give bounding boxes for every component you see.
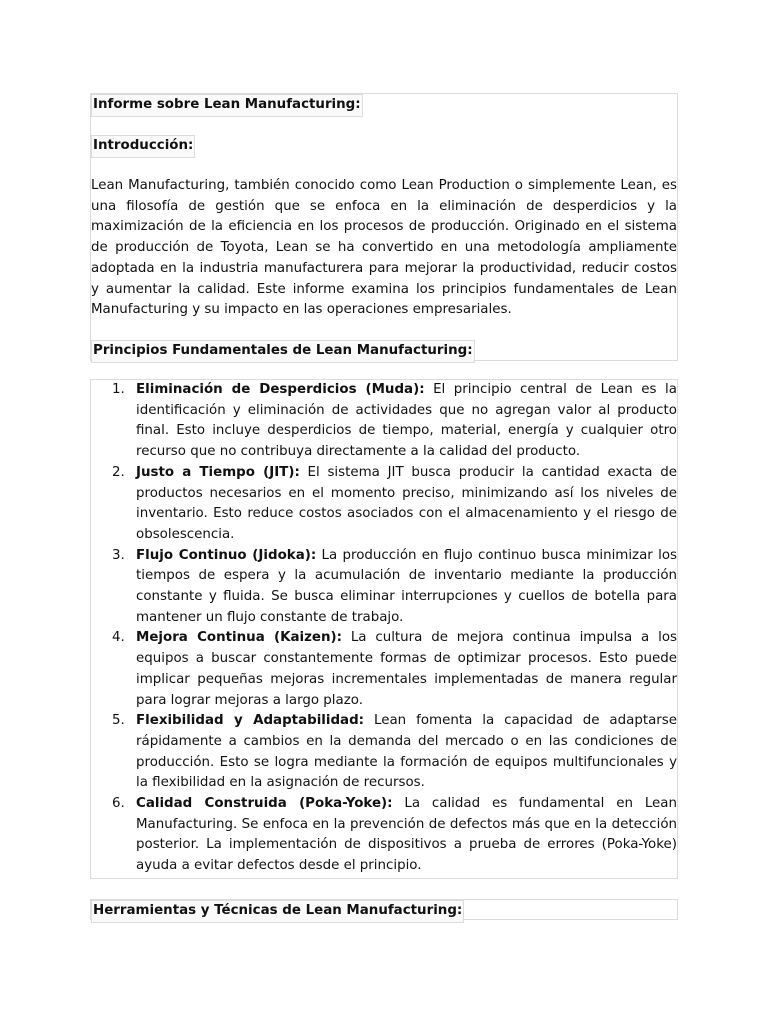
principles-list-section: [90, 379, 678, 879]
item-number: 6.: [112, 796, 125, 812]
list-item: [91, 794, 677, 877]
list-item: [91, 463, 677, 546]
item-number: 4.: [112, 630, 125, 646]
item-term: Justo a Tiempo (JIT):: [136, 464, 300, 480]
item-term: Calidad Construida (Poka-Yoke):: [136, 796, 393, 812]
item-term: Flexibilidad y Adaptabilidad:: [136, 713, 365, 729]
intro-paragraph: Lean Manufacturing, también conocido como Lean Production o simplemente Lean, es una filosofía de gestión que se enfoca en la eliminación de desperdicios y la maximización de la eficiencia en los procesos de producción. Originado en el sistema de producción de Toyota, Lean se ha convertido en una metodología ampliamente adoptada en la industria manufacturera para mejorar la productividad, reducir costos y aumentar la calidad. Este informe examina los principios fundamentales de Lean Manufacturing y su impacto en las operaciones empresariales.: [91, 178, 677, 318]
list-item: [91, 380, 677, 463]
principles-heading: Principios Fundamentales de Lean Manufacturing:: [91, 340, 475, 363]
document-title: Informe sobre Lean Manufacturing:: [91, 94, 363, 117]
tools-section: [90, 899, 678, 920]
list-item: [91, 711, 677, 794]
item-text: La cultura de mejora continua impulsa a los equipos a buscar constantemente formas de optimizar procesos. Esto puede implicar pequeñas mejoras incrementales implementadas de manera regular para lograr mejoras a largo plazo.: [136, 630, 677, 708]
list-item: [91, 546, 677, 629]
intro-section: [90, 93, 678, 361]
item-term: Mejora Continua (Kaizen):: [136, 630, 342, 646]
item-term: Flujo Continuo (Jidoka):: [136, 547, 317, 563]
intro-heading: Introducción:: [91, 135, 195, 158]
list-item: [91, 628, 677, 711]
item-number: 3.: [112, 547, 125, 563]
item-term: Eliminación de Desperdicios (Muda):: [136, 382, 425, 397]
item-number: 1.: [112, 382, 125, 397]
item-text: La calidad es fundamental en Lean Manufacturing. Se enfoca en la prevención de defectos más que en la detección posterior. La implementación de dispositivos a prueba de errores (Poka-Yoke) ayuda a evitar defectos desde el principio.: [136, 796, 677, 874]
item-number: 2.: [112, 464, 125, 480]
item-text: El sistema JIT busca producir la cantidad exacta de productos necesarios en el momento preciso, minimizando así los niveles de inventario. Esto reduce costos asociados con el almacenamiento y el riesgo de obsolescencia.: [136, 464, 677, 542]
item-text: El principio central de Lean es la identificación y eliminación de actividades que no agregan valor al producto final. Esto incluye desperdicios de tiempo, material, energía y cualquier otro recurso que no contribuya directamente a la calidad del producto.: [136, 382, 677, 460]
tools-heading: Herramientas y Técnicas de Lean Manufacturing:: [91, 900, 464, 923]
item-text: La producción en flujo continuo busca minimizar los tiempos de espera y la acumulación de inventario mediante la producción constante y fluida. Se busca eliminar interrupciones y cuellos de botella para mantener un flujo constante de trabajo.: [136, 547, 677, 625]
item-number: 5.: [112, 713, 125, 729]
item-text: Lean fomenta la capacidad de adaptarse rápidamente a cambios en la demanda del mercado o en las condiciones de producción. Esto se logra mediante la formación de equipos multifuncionales y la flexibilidad en la asignación de recursos.: [136, 713, 677, 791]
principles-list: [91, 380, 677, 877]
